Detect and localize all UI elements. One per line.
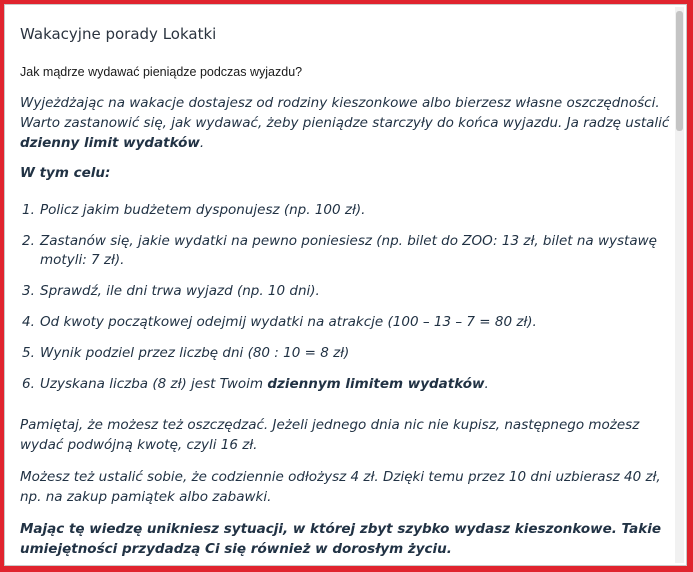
- save-paragraph: Pamiętaj, że możesz też oszczędzać. Jeżeli jednego dnia nic nie kupisz, następnego możesz wydać podwójną kwotę, czyli 16 zł.: [20, 417, 640, 453]
- step-text: Sprawdź, ile dni trwa wyjazd (np. 10 dni).: [40, 283, 320, 299]
- subtitle: Jak mądrze wydawać pieniądze podczas wyjazdu?: [20, 65, 303, 79]
- list-item: [20, 375, 670, 394]
- step-text: Od kwoty początkowej odejmij wydatki na atrakcje (100 – 13 – 7 = 80 zł).: [40, 314, 537, 330]
- intro-bold: dzienny limit wydatków: [20, 135, 200, 151]
- steps-heading: W tym celu:: [20, 165, 111, 181]
- scrollbar[interactable]: [675, 7, 684, 563]
- step-number: 6.: [22, 376, 35, 392]
- step-number: 1.: [22, 202, 35, 218]
- intro-text: Wyjeżdżając na wakacje dostajesz od rodziny kieszonkowe albo bierzesz własne oszczędności. Warto zastanowić się, jak wydawać, żeby pieniądze starczyły do końca wyjazdu. Ja radzę ustalić: [20, 95, 670, 131]
- advice-panel: [4, 4, 687, 566]
- step-number: 5.: [22, 345, 35, 361]
- step-text: Zastanów się, jakie wydatki na pewno poniesiesz (np. bilet do ZOO: 13 zł, bilet na wystawę motyli: 7 zł).: [40, 233, 657, 268]
- step-bold: dziennym limitem wydatków: [267, 376, 485, 392]
- list-item: [20, 201, 670, 220]
- step-number: 4.: [22, 314, 35, 330]
- list-item: [20, 282, 670, 301]
- fixed-amount-paragraph: Możesz też ustalić sobie, że codziennie odłożysz 4 zł. Dzięki temu przez 10 dni uzbierasz 40 zł, np. na zakup pamiątek albo zabawki.: [20, 469, 661, 505]
- final-paragraph: Mając tę wiedzę unikniesz sytuacji, w której zbyt szybko wydasz kieszonkowe. Takie umiejętności przydadzą Ci się również w dorosłym życiu.: [20, 521, 662, 557]
- step-number: 2.: [22, 233, 35, 249]
- step-text: Uzyskana liczba (8 zł) jest Twoim: [40, 376, 268, 392]
- list-item: [20, 232, 670, 270]
- step-end: .: [484, 376, 489, 392]
- intro-paragraph: [20, 93, 670, 153]
- intro-end: .: [199, 135, 205, 151]
- list-item: [20, 313, 670, 332]
- step-text: Policz jakim budżetem dysponujesz (np. 100 zł).: [40, 202, 366, 218]
- step-text: Wynik podziel przez liczbę dni (80 : 10 = 8 zł): [40, 345, 350, 361]
- list-item: [20, 344, 670, 363]
- page-title: Wakacyjne porady Lokatki: [20, 25, 217, 43]
- content-area: [5, 5, 675, 565]
- scrollbar-thumb[interactable]: [676, 11, 683, 131]
- steps-list: [20, 201, 670, 394]
- step-number: 3.: [22, 283, 35, 299]
